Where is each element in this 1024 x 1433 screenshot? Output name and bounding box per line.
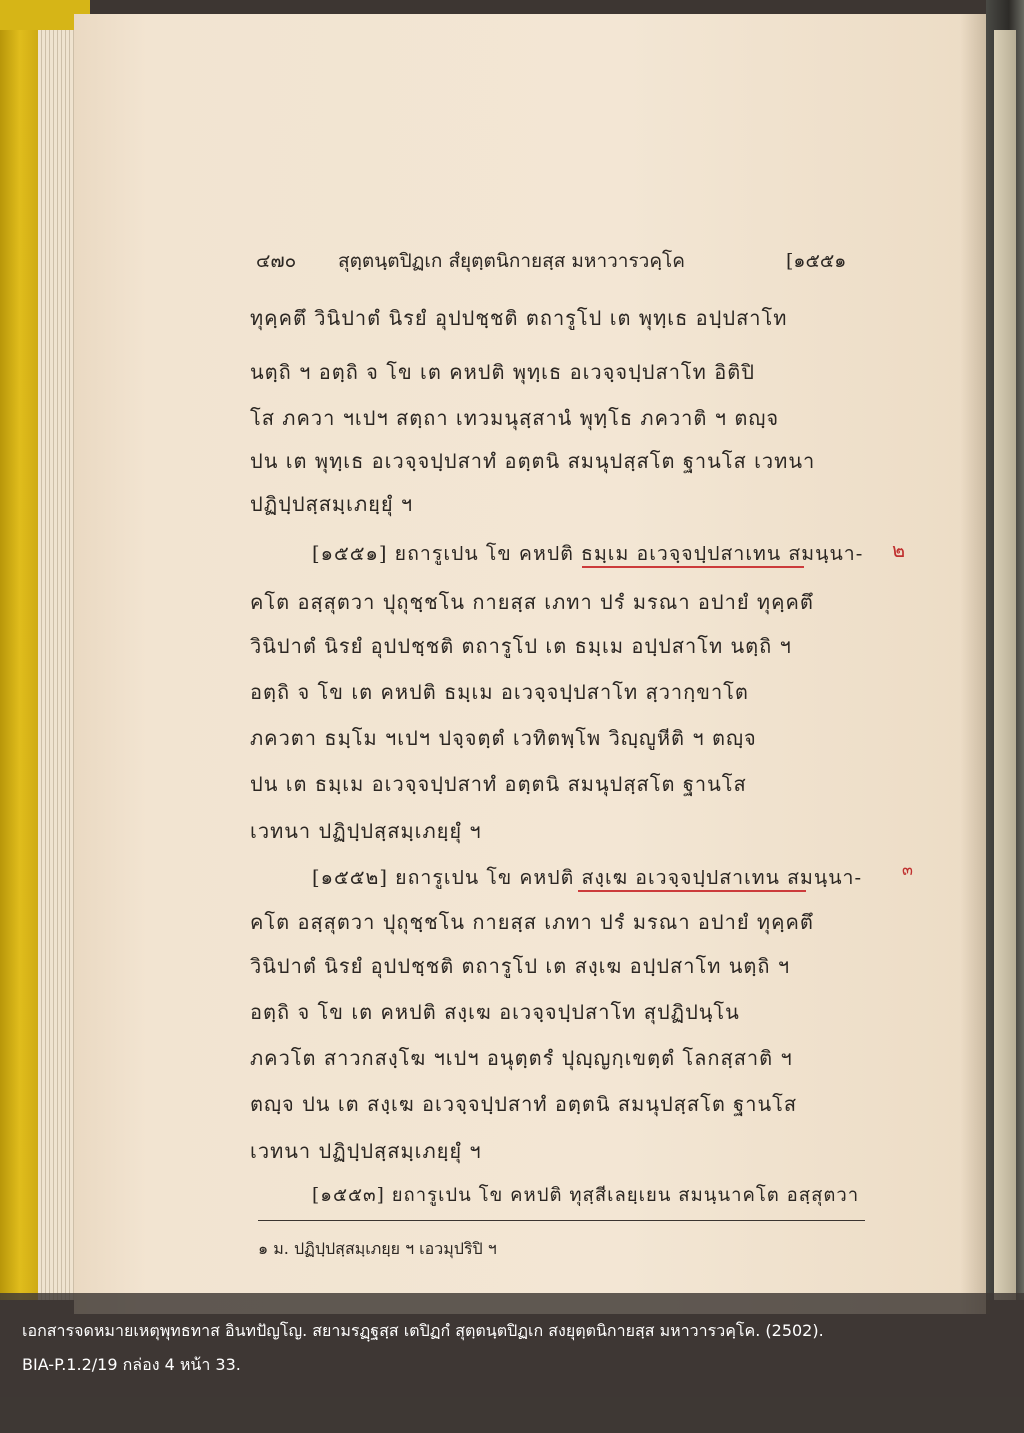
caption-citation: เอกสารจดหมายเหตุพุทธทาส อินทปัญโญ. สยามรฏฺฐสฺส เตปิฏกํ สุตฺตนฺตปิฏเก สงยุตฺตนิกายสฺส มหาวารวคฺโค. (2502). [22, 1321, 824, 1340]
text-line: อตฺถิ จ โข เต คหปติ สงฺเฆ อเวจฺจปฺปสาโท สุปฏิปนฺโน [250, 1000, 740, 1024]
text-line: อตฺถิ จ โข เต คหปติ ธมฺเม อเวจฺจปฺปสาโท สฺวากฺขาโต [250, 680, 749, 704]
text-line: คโต อสฺสุตวา ปุถุชฺชโน กายสฺส เภทา ปรํ มรณา อปายํ ทุคฺคตึ [250, 590, 814, 614]
red-margin-mark: ๓ [902, 860, 913, 879]
text-line: วินิปาตํ นิรยํ อุปปชฺชติ ตถารูโป เต สงฺเฆ อปฺปสาโท นตฺถิ ฯ [250, 954, 791, 978]
running-title: สุตฺตนฺตปิฏเก สํยุตฺตนิกายสฺส มหาวารวคฺโค [338, 250, 685, 272]
section-reference: [๑๕๕๑ [786, 250, 847, 272]
caption-overlay [0, 1293, 1024, 1433]
text-line: ภควโต สาวกสงฺโฆ ฯเปฯ อนุตฺตรํ ปุญฺญกฺเขตฺตํ โลกสฺสาติ ฯ [250, 1046, 793, 1070]
text-line: ปน เต ธมฺเม อเวจฺจปฺปสาทํ อตฺตนิ สมนุปสฺสโต ฐานโส [250, 772, 747, 796]
text-line: นตฺถิ ฯ อตฺถิ จ โข เต คหปติ พุทฺเธ อเวจฺจปฺปสาโท อิติปิ [250, 360, 755, 384]
text-line: ภควตา ธมฺโม ฯเปฯ ปจฺจตฺตํ เวทิตพฺโพ วิญฺญูหีติ ฯ ตญฺจ [250, 726, 757, 750]
page-edges [38, 30, 78, 1300]
text-line: ตญฺจ ปน เต สงฺเฆ อเวจฺจปฺปสาทํ อตฺตนิ สมนุปสฺสโต ฐานโส [250, 1092, 798, 1116]
text-line: [๑๕๕๓] ยถารูเปน โข คหปติ ทุสฺสีเลยฺเยน สมนฺนาคโต อสฺสุตวา [312, 1185, 860, 1206]
red-pen-underline [582, 566, 804, 568]
red-margin-mark: ๒ [892, 538, 906, 562]
page-number: ๔๗๐ [256, 250, 297, 272]
text-line: ทุคฺคตึ วินิปาตํ นิรยํ อุปปชฺชติ ตถารูโป เต พุทฺเธ อปฺปสาโท [250, 306, 788, 330]
footnote-rule [258, 1220, 865, 1221]
text-line: วินิปาตํ นิรยํ อุปปชฺชติ ตถารูโป เต ธมฺเม อปฺปสาโท นตฺถิ ฯ [250, 634, 792, 658]
caption-reference: BIA-P.1.2/19 กล่อง 4 หน้า 33. [22, 1355, 241, 1374]
text-line: เวทนา ปฏิปฺปสฺสมฺเภยฺยุํ ฯ [250, 1139, 482, 1163]
text-line: โส ภควา ฯเปฯ สตฺถา เทวมนุสฺสานํ พุทฺโธ ภควาติ ฯ ตญฺจ [250, 406, 780, 430]
text-line: [๑๕๕๒] ยถารูเปน โข คหปติ สงฺเฆ อเวจฺจปฺปสาเทน สมนฺนา- [312, 866, 863, 889]
text-line: เวทนา ปฏิปฺปสฺสมฺเภยฺยุํ ฯ [250, 819, 482, 843]
red-pen-underline [578, 890, 806, 892]
text-line: คโต อสฺสุตวา ปุถุชฺชโน กายสฺส เภทา ปรํ มรณา อปายํ ทุคฺคตึ [250, 910, 814, 934]
text-line: [๑๕๕๑] ยถารูเปน โข คหปติ ธมฺเม อเวจฺจปฺปสาเทน สมนฺนา- [312, 542, 864, 565]
text-line: ปน เต พุทฺเธ อเวจฺจปฺปสาทํ อตฺตนิ สมนุปสฺสโต ฐานโส เวทนา [250, 449, 816, 473]
text-line: ปฏิปฺปสฺสมฺเภยฺยุํ ฯ [250, 492, 414, 516]
book-spine-strip [994, 30, 1016, 1300]
footnote: ๑ ม. ปฏิปฺปสฺสมฺเภยฺย ฯ เอวมุปริปิ ฯ [258, 1239, 497, 1258]
